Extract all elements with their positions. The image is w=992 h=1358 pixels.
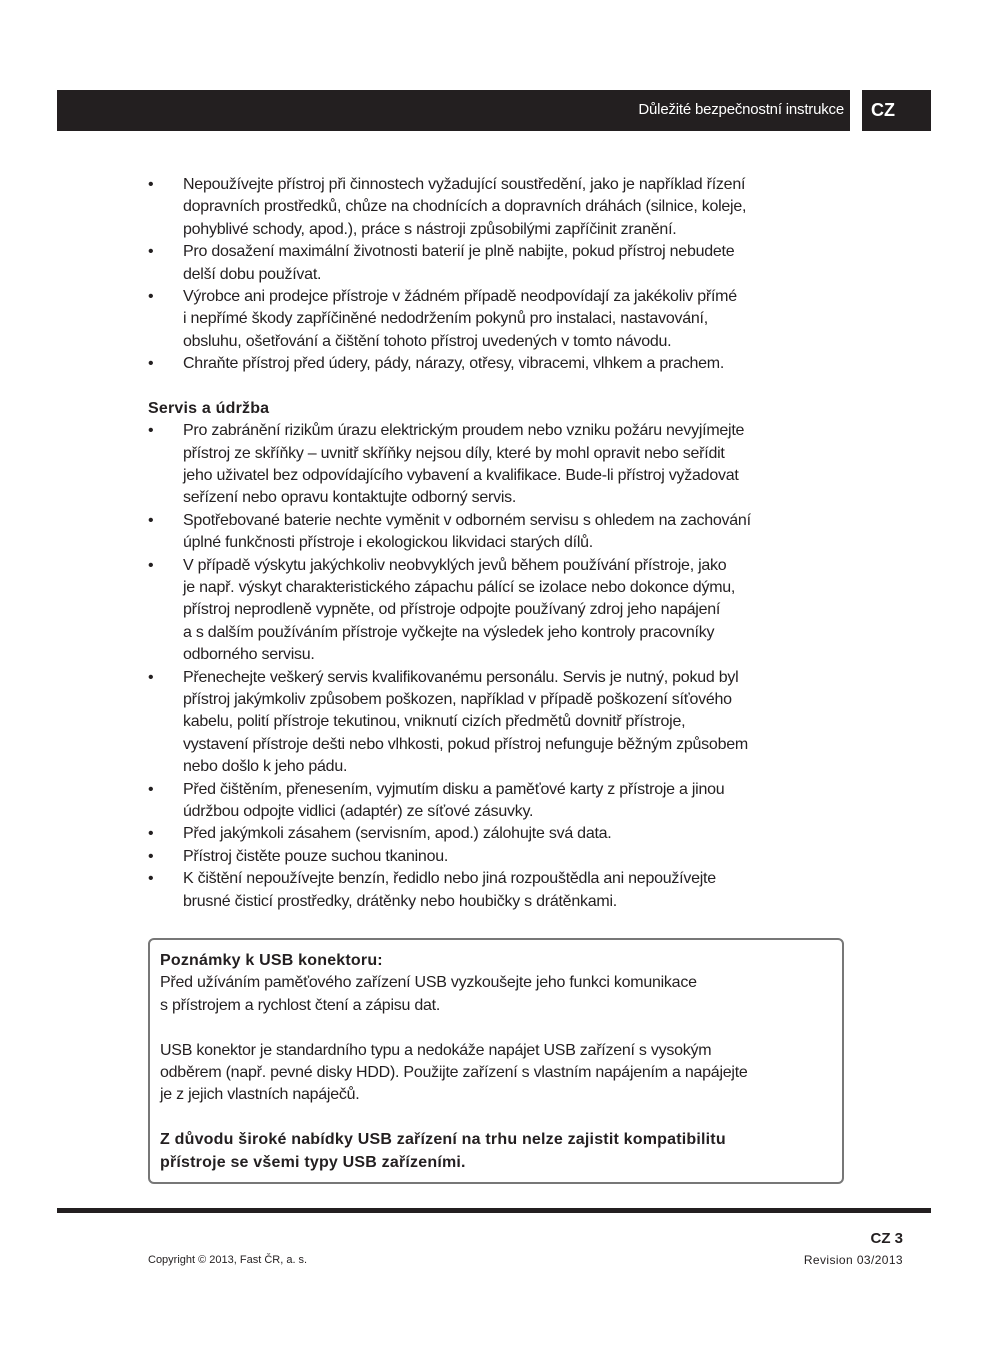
language-badge: CZ [862, 90, 931, 131]
text-line: Chraňte přístroj před údery, pády, nárazy, otřesy, vibracemi, vlhkem a prachem. [183, 355, 725, 373]
text-line: přístroj jakýmkoliv způsobem poškozen, například v případě poškození síťového [183, 691, 732, 708]
text-line: Z důvodu široké nabídky USB zařízení na trhu nelze zajistit kompatibilitu [160, 1131, 726, 1149]
text-line: jeho uživatel bez odpovídajícího vybavení a kvalifikace. Bude-li přístroj vyžadovat [183, 467, 739, 485]
text-line: a s dalším používáním přístroje vyčkejte na výsledek jeho kontroly pracovníky [183, 623, 715, 641]
text-line: přístroje se všemi typy USB zařízeními. [160, 1153, 466, 1171]
bullet-icon: • [148, 422, 154, 440]
list-item [148, 667, 858, 779]
bullet-icon: • [148, 870, 154, 888]
footer-divider [57, 1208, 931, 1213]
text-line: s přístrojem a rychlost čtení a zápisu dat. [160, 996, 441, 1014]
text-line: K čištění nepoužívejte benzín, ředidlo nebo jiná rozpouštědla ani nepoužívejte [183, 870, 716, 888]
intro-list [148, 174, 858, 376]
text-line: Před čištěním, přenesením, vyjmutím disku a paměťové karty z přístroje a jinou [183, 780, 725, 798]
list-item [148, 353, 858, 375]
bullet-icon: • [148, 556, 154, 574]
revision: Revision 03/2013 [803, 1253, 903, 1267]
page-number: CZ 3 [870, 1230, 903, 1247]
usb-note-warning [160, 1129, 842, 1174]
bullet-icon: • [148, 355, 154, 373]
header-bar [57, 90, 850, 131]
service-heading: Servis a údržba [148, 399, 270, 417]
text-line: úplné funkčnosti přístroje i ekologickou likvidaci starých dílů. [183, 534, 593, 552]
usb-note-paragraph-1 [160, 972, 842, 1017]
text-line: je z jejich vlastních napáječů. [160, 1086, 360, 1104]
text-line: dopravních prostředků, chůze na chodnících a dopravních dráhách (silnice, koleje, [183, 198, 747, 216]
text-line: V případě výskytu jakýchkoliv neobvyklých jevů během používání přístroje, jako [183, 556, 727, 574]
text-line: údržbou odpojte vidlici (adaptér) ze síťové zásuvky. [183, 802, 534, 820]
text-line: vystavení přístroje dešti nebo vlhkosti, pokud přístroj nefunguje běžným způsobem [183, 735, 748, 753]
bullet-icon: • [148, 847, 154, 865]
list-item [148, 286, 858, 353]
usb-note-paragraph-2 [160, 1040, 842, 1107]
list-item [148, 555, 858, 667]
bullet-icon: • [148, 243, 154, 261]
text-line: Spotřebované baterie nechte vyměnit v odborném servisu s ohledem na zachování [183, 511, 751, 529]
text-line: USB konektor je standardního typu a nedokáže napájet USB zařízení s vysokým [160, 1041, 712, 1059]
text-line: je např. výskyt charakteristického zápachu pálící se izolace nebo dokonce dýmu, [183, 579, 736, 597]
bullet-icon: • [148, 287, 154, 305]
service-list [148, 420, 858, 913]
list-item [148, 846, 858, 868]
list-item [148, 174, 858, 241]
copyright: Copyright © 2013, Fast ČR, a. s. [148, 1254, 308, 1266]
bullet-icon: • [148, 668, 154, 686]
text-line: Pro zabránění rizikům úrazu elektrickým proudem nebo vzniku požáru nevyjímejte [183, 422, 745, 440]
text-line: Pro dosažení maximální životnosti baterií je plně nabijte, pokud přístroj nebudete [183, 243, 735, 261]
list-item [148, 420, 858, 510]
text-line: Nepoužívejte přístroj při činnostech vyžadující soustředění, jako je například řízení [183, 176, 746, 193]
text-line: brusné čisticí prostředky, drátěnky nebo houbičky s drátěnkami. [183, 892, 617, 910]
text-line: přístroj neprodleně vypněte, od přístroje odpojte používaný zdroj jeho napájení [183, 601, 721, 619]
text-line: Před jakýmkoli zásahem (servisním, apod.) zálohujte svá data. [183, 825, 612, 843]
list-item [148, 241, 858, 286]
main-content [148, 174, 858, 913]
text-line: odběrem (např. pevné disky HDD). Použijte zařízení s vlastním napájením a napájejte [160, 1063, 748, 1081]
text-line: Výrobce ani prodejce přístroje v žádném případě neodpovídají za jakékoliv přímé [183, 287, 737, 305]
text-line: přístroj ze skříňky – uvnitř skříňky nejsou díly, které by mohl opravit nebo seřídit [183, 444, 725, 462]
text-line: seřízení nebo opravu kontaktujte odborný servis. [183, 489, 517, 507]
text-line: odborného servisu. [183, 646, 315, 664]
section-title: Důležité bezpečnostní instrukce [638, 101, 844, 118]
list-item [148, 868, 858, 913]
bullet-icon: • [148, 780, 154, 798]
bullet-icon: • [148, 176, 154, 193]
bullet-icon: • [148, 511, 154, 529]
text-line: pohyblivé schody, apod.), práce s nástroji způsobilými zapříčinit zranění. [183, 220, 677, 238]
text-line: i nepřímé škody zapříčiněné nedodržením pokynů pro instalaci, nastavování, [183, 310, 708, 328]
list-item [148, 779, 858, 824]
bullet-icon: • [148, 825, 154, 843]
text-line: kabelu, polití přístroje tekutinou, vniknutí cizích předmětů dovnitř přístroje, [183, 713, 686, 731]
text-line: Přenechejte veškerý servis kvalifikovanému personálu. Servis je nutný, pokud byl [183, 668, 739, 686]
list-item [148, 510, 858, 555]
text-line: Před užíváním paměťového zařízení USB vyzkoušejte jeho funkci komunikace [160, 974, 697, 992]
usb-note-box [148, 938, 844, 1184]
text-line: obsluhu, ošetřování a čištění tohoto přístroj uvedených v tomto návodu. [183, 332, 672, 350]
text-line: Přístroj čistěte pouze suchou tkaninou. [183, 847, 449, 865]
text-line: delší dobu používat. [183, 265, 322, 283]
text-line: nebo došlo k jeho pádu. [183, 758, 348, 776]
usb-note-heading: Poznámky k USB konektoru: [160, 952, 383, 969]
list-item [148, 823, 858, 845]
